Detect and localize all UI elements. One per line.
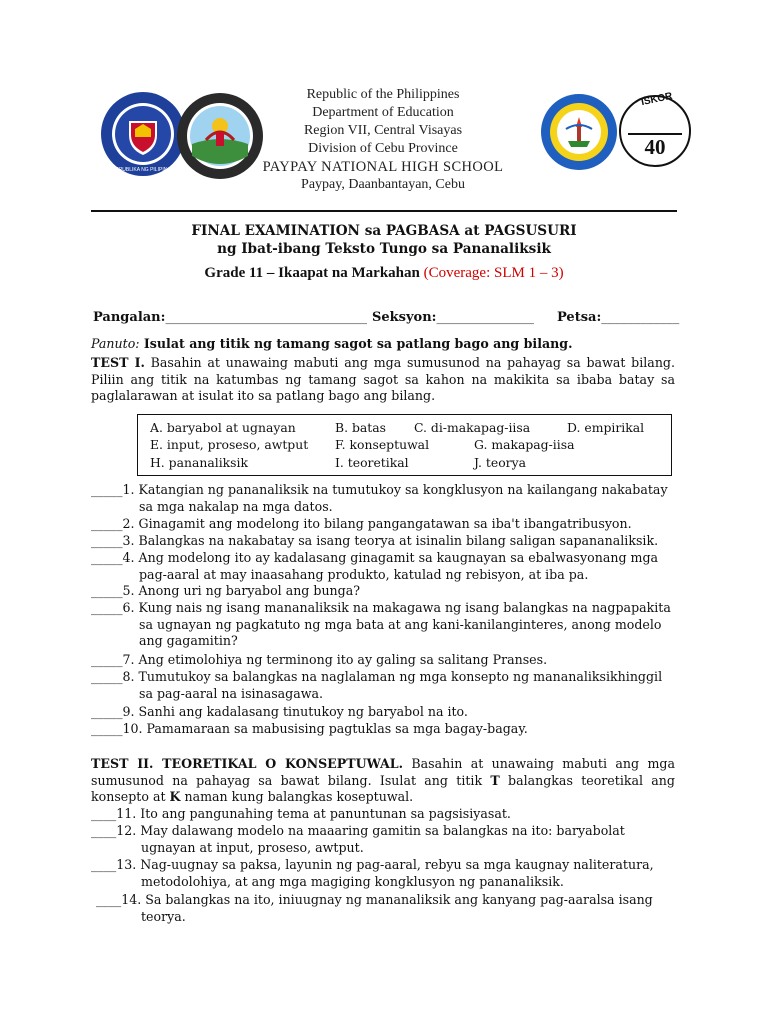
question-text: 14. Sa balangkas na ito, iniuugnay ng mananaliksik ang kanyang pag-aaralsa isang	[121, 892, 653, 907]
question-14	[96, 892, 680, 925]
date-blank[interactable]: ____________	[601, 310, 680, 325]
date-field[interactable]	[557, 310, 679, 325]
question-text: 8. Tumutukoy sa balangkas na naglalaman ng mga konsepto ng mananaliksikhinggil	[122, 669, 663, 684]
question-4	[91, 550, 675, 583]
header-division: Division of Cebu Province	[308, 141, 458, 156]
question-text: 5. Anong uri ng baryabol ang bunga?	[122, 583, 360, 598]
question-text: 2. Ginagamit ang modelong ito bilang pangangatawan sa iba't ibangatribusyon.	[122, 516, 632, 531]
score-circle	[619, 90, 691, 167]
name-label: Pangalan:	[93, 310, 166, 325]
test2-heading: TEST II. TEORETIKAL O KONSEPTUWAL.	[91, 756, 403, 771]
section-label: Seksyon:	[372, 310, 437, 325]
answer-blank[interactable]: _____	[91, 482, 123, 497]
coverage-text: (Coverage: SLM 1 – 3)	[423, 265, 564, 281]
question-text-continued: sa ugnayan ng pagkatuto ng mga bata at ang kani-kanilanginteres, anong modelo	[139, 616, 662, 632]
choices-box	[137, 414, 672, 476]
question-9	[91, 704, 675, 721]
section-field[interactable]	[372, 310, 534, 325]
question-text: 11. Ito ang pangunahing tema at panuntunan sa pagsisiyasat.	[116, 806, 511, 821]
test2-text-c: naman kung balangkas koseptuwal.	[180, 789, 414, 804]
answer-blank[interactable]: _____	[91, 600, 123, 615]
test2-letter-t: T	[490, 772, 500, 788]
test2-text-a: Basahin at unawaing mabuti ang mga sumusunod na pahayag sa bawat bilang. Isulat ang titik	[91, 756, 675, 788]
test1-directions	[91, 355, 675, 405]
question-text: 6. Kung nais ng isang mananaliksik na makagawa ng isang balangkas na nagpapakita	[122, 600, 671, 615]
header-divider	[91, 210, 677, 212]
panuto-label: Panuto:	[91, 336, 140, 351]
school-header	[240, 86, 526, 194]
score-label: ISKOR	[640, 90, 674, 109]
question-text-continued: pag-aaral at may inaasahang produkto, katulad ng rebisyon, at iba pa.	[139, 566, 589, 582]
question-6	[91, 600, 675, 650]
question-13	[91, 857, 675, 890]
name-blank[interactable]: _______________________________	[165, 310, 367, 325]
answer-blank[interactable]: _____	[91, 583, 123, 598]
answer-blank[interactable]: _____	[91, 704, 123, 719]
answer-blank[interactable]: _____	[91, 652, 123, 667]
choice-e: E. input, proseso, awtput	[150, 437, 309, 452]
question-text: 12. May dalawang modelo na maaaring gamitin sa balangkas na ito: baryabolat	[116, 823, 625, 838]
question-text: 9. Sanhi ang kadalasang tinutukoy ng baryabol na ito.	[122, 704, 468, 719]
header-region: Region VII, Central Visayas	[303, 123, 463, 138]
question-8	[91, 669, 675, 702]
svg-text:REPUBLIKA NG PILIPINAS: REPUBLIKA NG PILIPINAS	[112, 167, 174, 173]
header-republic: Republic of the Philippines	[306, 87, 460, 102]
section-blank[interactable]: _______________	[436, 310, 534, 325]
paypay-nhs-seal-logo	[540, 93, 618, 171]
question-3	[91, 533, 675, 550]
choice-a: A. baryabol at ugnayan	[150, 420, 296, 435]
choice-d: D. empirikal	[567, 420, 645, 435]
question-text-continued: ugnayan at input, proseso, awtput.	[141, 839, 364, 855]
test2-text-b: balangkas teoretikal ang konsepto at	[91, 772, 675, 804]
question-text: 13. Nag-uugnay sa paksa, layunin ng pag-aaral, rebyu sa mga kaugnay naliteratura,	[116, 857, 654, 872]
question-1	[91, 482, 675, 515]
deped-seal-logo	[100, 91, 186, 177]
instructions	[91, 336, 675, 353]
choice-b: B. batas	[335, 420, 387, 435]
answer-blank[interactable]: _____	[91, 533, 123, 548]
question-text: 1. Katangian ng pananaliksik na tumutukoy sa kongklusyon na kailangang nakabatay	[122, 482, 668, 497]
question-text-continued: sa pag-aaral na isinasagawa.	[139, 685, 324, 701]
answer-blank[interactable]: ____	[91, 857, 117, 872]
header-address: Paypay, Daanbantayan, Cebu	[301, 177, 465, 192]
choice-c: C. di-makapag-iisa	[414, 420, 531, 435]
grade-line	[91, 265, 677, 282]
question-12	[91, 823, 675, 856]
panuto-text: Isulat ang titik ng tamang sagot sa patlang bago ang bilang.	[139, 336, 573, 351]
question-text-continued: sa mga nakalap na mga datos.	[139, 498, 333, 514]
name-field[interactable]	[93, 310, 367, 325]
question-2	[91, 516, 675, 533]
answer-blank[interactable]: ____	[91, 806, 117, 821]
exam-title-line2: ng Ibat-ibang Teksto Tungo sa Pananaliksik	[217, 241, 551, 257]
choice-h: H. pananaliksik	[150, 455, 248, 470]
test2-letter-k: K	[169, 789, 181, 804]
test1-text: Basahin at unawaing mabuti ang mga sumusunod na pahayag sa bawat bilang. Piliin ang titik na katumbas ng tamang sagot sa kahon na makikita sa ibaba batay sa paglalarawan at isulat ito sa patlang bago ang bilang.	[91, 355, 675, 403]
answer-blank[interactable]: _____	[91, 669, 123, 684]
choice-g: G. makapag-iisa	[474, 437, 575, 452]
question-text-continued: teorya.	[141, 908, 186, 924]
answer-blank[interactable]: _____	[91, 550, 123, 565]
grade-quarter: Grade 11 – Ikaapat na Markahan	[204, 265, 420, 281]
question-7	[91, 652, 675, 669]
score-total: 40	[644, 135, 666, 159]
question-11	[91, 806, 675, 823]
choice-j: J. teorya	[474, 455, 526, 470]
question-text: 10. Pamamaraan sa mabusising pagtuklas sa mga bagay-bagay.	[122, 721, 528, 736]
question-text: 7. Ang etimolohiya ng terminong ito ay galing sa salitang Pranses.	[122, 652, 548, 667]
exam-title-line1: FINAL EXAMINATION sa PAGBASA at PAGSUSURI	[191, 223, 577, 239]
answer-blank[interactable]: ____	[91, 823, 117, 838]
choice-f: F. konseptuwal	[335, 437, 430, 452]
test2-directions	[91, 756, 675, 806]
date-label: Petsa:	[557, 310, 602, 325]
question-5	[91, 583, 675, 600]
answer-blank[interactable]: _____	[91, 721, 123, 736]
question-text-continued: metodolohiya, at ang mga magiging kongklusyon ng pananaliksik.	[141, 873, 564, 889]
answer-blank[interactable]: ____	[96, 892, 122, 907]
header-school-name: PAYPAY NATIONAL HIGH SCHOOL	[262, 159, 504, 175]
question-text-continued-2: ang gagamitin?	[139, 633, 238, 648]
question-text: 4. Ang modelong ito ay kadalasang ginagamit sa kaugnayan sa ebalwasyonang mga	[122, 550, 659, 565]
answer-blank[interactable]: _____	[91, 516, 123, 531]
question-text: 3. Balangkas na nakabatay sa isang teorya at isinalin bilang saligan sapananaliksik.	[122, 533, 659, 548]
question-10	[91, 721, 675, 738]
test1-heading: TEST I.	[91, 355, 145, 370]
choice-i: I. teoretikal	[335, 455, 409, 470]
header-department: Department of Education	[312, 105, 454, 120]
